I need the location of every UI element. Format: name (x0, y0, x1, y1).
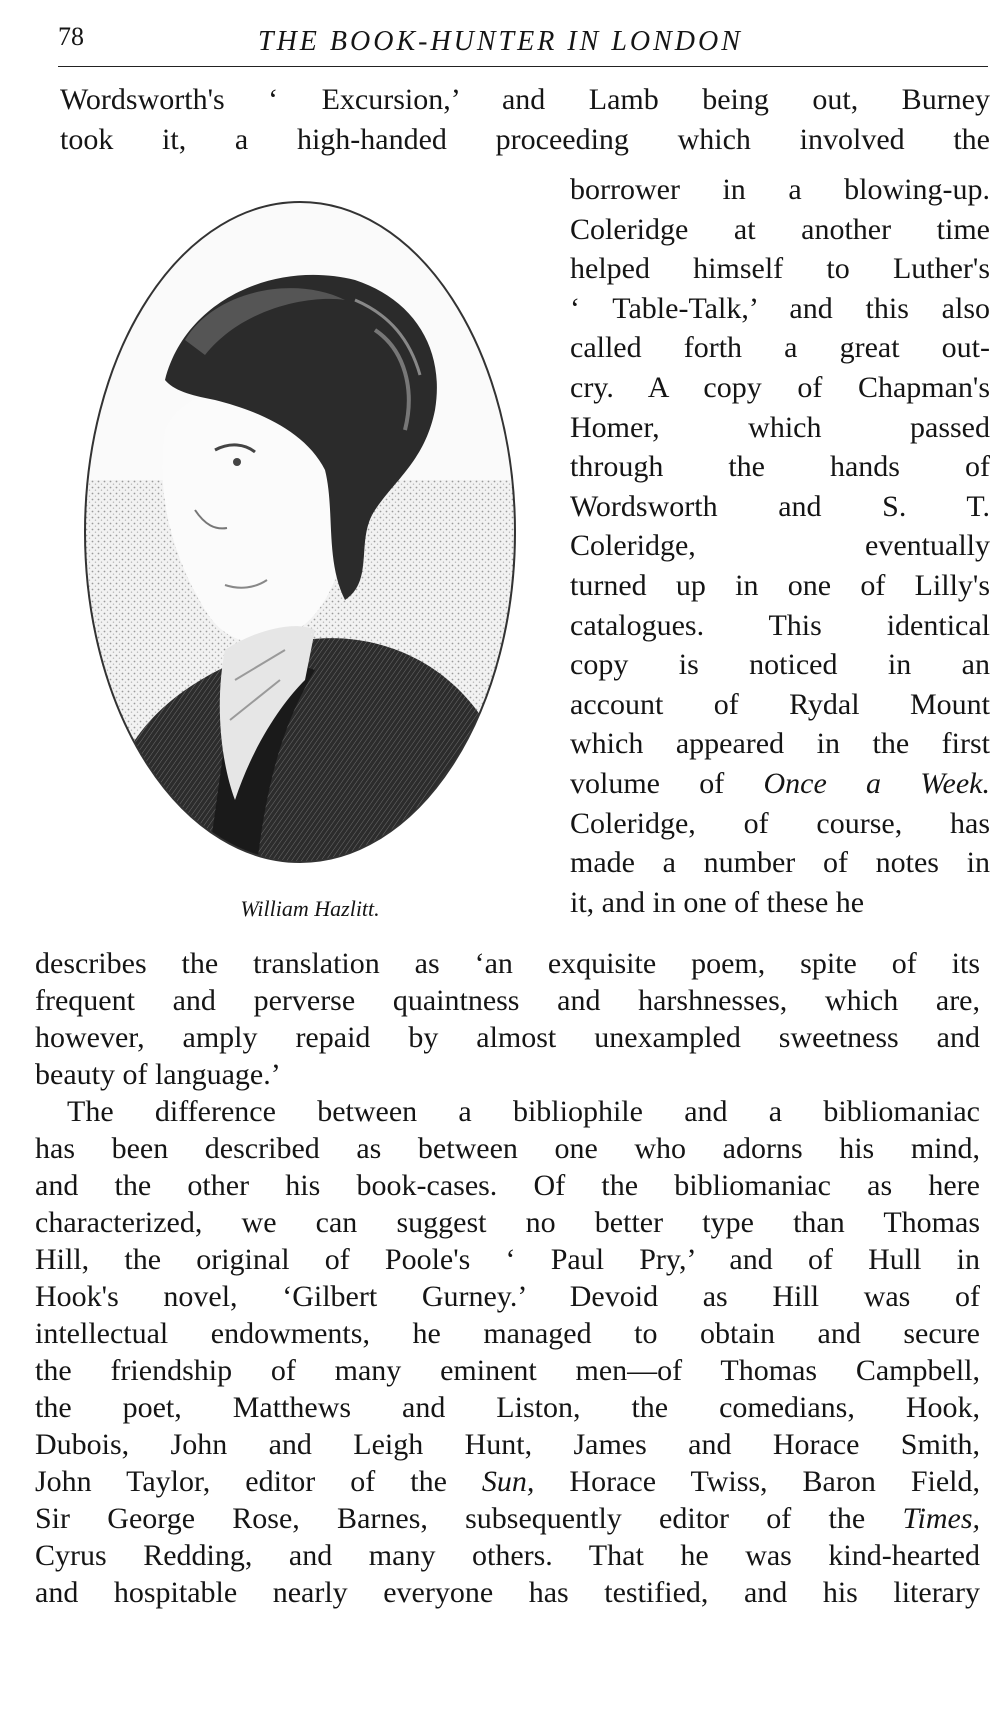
italic-title: Once a Week. (763, 766, 990, 800)
page-number: 78 (58, 22, 84, 51)
opening-lines (60, 80, 990, 160)
text-line: characterized, we can suggest no better type than Thomas (35, 1206, 980, 1239)
text-line: borrower in a blowing-up. (570, 173, 990, 206)
portrait-illustration (55, 180, 545, 885)
text-line: turned up in one of Lilly's (570, 568, 990, 602)
text-line: which appeared in the first (570, 727, 990, 761)
text-line (35, 1463, 980, 1500)
text-line: ‘ Table-Talk,’ and this also (570, 291, 990, 325)
text-line: cry. A copy of Chapman's (570, 370, 990, 404)
text-line: the poet, Matthews and Liston, the comedians, Hook, (35, 1391, 980, 1424)
italic-title: Sun, (481, 1465, 535, 1498)
text-line: helped himself to Luther's (570, 252, 990, 286)
text-line: catalogues. This identical (570, 608, 990, 642)
text-line: Hook's novel, ‘Gilbert Gurney.’ Devoid as Hill was of (35, 1280, 980, 1313)
text-line: describes the translation as ‘an exquisite poem, spite of its (35, 947, 980, 980)
text-fragment: Horace Twiss, Baron Field, (569, 1465, 981, 1498)
text-line: the friendship of many eminent men—of Thomas Campbell, (35, 1354, 980, 1387)
text-line: Hill, the original of Poole's ‘ Paul Pry,’ and of Hull in (35, 1243, 980, 1276)
text-line: took it, a high-handed proceeding which involved the (60, 123, 990, 156)
text-line: it, and in one of these he (570, 885, 865, 919)
text-line: The difference between a bibliophile and a bibliomaniac (67, 1095, 980, 1128)
text-fragment: John Taylor, editor of the (35, 1465, 447, 1498)
text-line: and the other his book-cases. Of the bibliomaniac as here (35, 1169, 980, 1202)
text-line: has been described as between one who adorns his mind, (35, 1132, 980, 1165)
text-line: Dubois, John and Leigh Hunt, James and Horace Smith, (35, 1428, 980, 1461)
text-line: Homer, which passed (570, 410, 990, 444)
text-line: through the hands of (570, 450, 990, 484)
body-text (35, 945, 980, 1611)
text-line: Coleridge at another time (570, 212, 990, 246)
text-line (35, 1500, 980, 1537)
text-line: Wordsworth and S. T. (570, 489, 990, 523)
text-line: and hospitable nearly everyone has testified, and his literary (35, 1576, 980, 1609)
text-line (570, 764, 990, 804)
wrapped-text-column (570, 170, 990, 922)
text-line: Wordsworth's ‘ Excursion,’ and Lamb being out, Burney (60, 83, 990, 116)
text-fragment: volume of (570, 766, 725, 800)
text-line: copy is noticed in an (570, 648, 990, 682)
text-line: beauty of language.’ (35, 1058, 281, 1091)
text-line: Cyrus Redding, and many others. That he was kind-hearted (35, 1539, 980, 1572)
text-fragment: Sir George Rose, Barnes, subsequently editor of the (35, 1502, 866, 1535)
page-header (58, 14, 988, 64)
text-line: made a number of notes in (570, 846, 990, 880)
text-line: however, amply repaid by almost unexampled sweetness and (35, 1021, 980, 1054)
text-line: account of Rydal Mount (570, 687, 990, 721)
text-line: intellectual endowments, he managed to obtain and secure (35, 1317, 980, 1350)
portrait-caption: William Hazlitt. (240, 896, 380, 921)
text-line: frequent and perverse quaintness and harshnesses, which are, (35, 984, 980, 1017)
text-line: Coleridge, of course, has (570, 806, 990, 840)
italic-title: Times, (902, 1502, 981, 1535)
text-line: called forth a great out- (570, 331, 990, 365)
running-title: THE BOOK-HUNTER IN LONDON (258, 26, 743, 57)
header-rule (58, 66, 988, 67)
text-line: Coleridge, eventually (570, 529, 990, 563)
